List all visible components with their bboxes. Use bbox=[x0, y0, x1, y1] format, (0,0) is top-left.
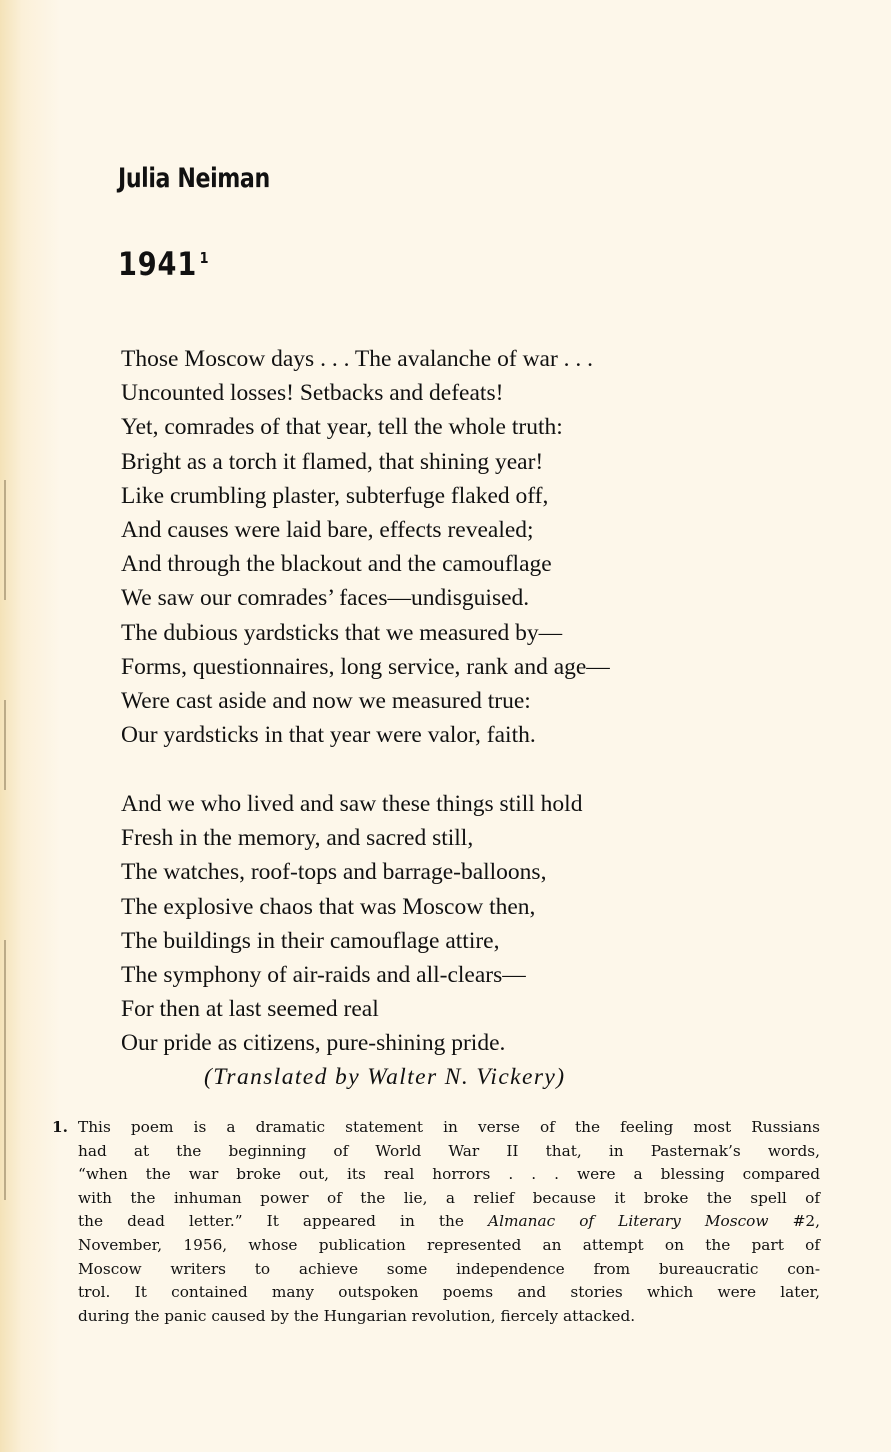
almanac-title: Almanac of Literary Moscow bbox=[488, 1212, 769, 1231]
poem-line: We saw our comrades’ faces—undisguised. bbox=[121, 585, 530, 612]
footnote-line: during the panic caused by the Hungarian revolution, fiercely attacked. bbox=[78, 1306, 636, 1325]
poem-line: Uncounted losses! Setbacks and defeats! bbox=[121, 380, 504, 407]
poem-line: The symphony of air-raids and all-clears— bbox=[121, 962, 526, 989]
poem-line: Yet, comrades of that year, tell the whole truth: bbox=[121, 414, 563, 441]
footnote-line: This poem is a dramatic statement in verse of the feeling most Russians bbox=[78, 1118, 820, 1136]
poem-line: The watches, roof-tops and barrage-balloons, bbox=[121, 859, 547, 886]
poem-line: Like crumbling plaster, subterfuge flaked off, bbox=[121, 482, 549, 509]
almanac-issue: #2, bbox=[792, 1212, 820, 1231]
poem-line: Forms, questionnaires, long service, rank and age— bbox=[121, 653, 610, 680]
footnote-line: trol. It contained many outspoken poems and stories which were later, bbox=[78, 1283, 820, 1302]
author-name: Julia Neiman bbox=[118, 163, 270, 194]
stanza-1 bbox=[121, 342, 610, 752]
poem-line: And we who lived and saw these things still hold bbox=[121, 791, 583, 817]
poem-title-text: 1941 bbox=[118, 245, 198, 283]
footnote-body bbox=[78, 1116, 820, 1328]
footnote-line: had at the beginning of World War II that, in Pasternak’s words, bbox=[78, 1141, 820, 1160]
poem-line: Those Moscow days . . . The avalanche of war . . . bbox=[121, 346, 594, 372]
poem-line: The buildings in their camouflage attire, bbox=[121, 927, 500, 954]
page-edge-mark bbox=[4, 940, 6, 1200]
page-edge-mark bbox=[4, 700, 6, 790]
footnote-line-with-title bbox=[78, 1210, 820, 1234]
poem-line: Our pride as citizens, pure-shining pride. bbox=[121, 1030, 506, 1057]
stanza-2 bbox=[121, 787, 582, 1061]
translation-credit: (Translated by Walter N. Vickery) bbox=[204, 1064, 566, 1090]
poem-line: And through the blackout and the camouflage bbox=[121, 551, 552, 578]
footnote-number: 1. bbox=[52, 1118, 68, 1136]
poem-line: Bright as a torch it flamed, that shining year! bbox=[121, 448, 544, 475]
footnote-line: with the inhuman power of the lie, a relief because it broke the spell of bbox=[78, 1188, 820, 1207]
poem-line: The explosive chaos that was Moscow then, bbox=[121, 893, 536, 920]
poem-line: Our yardsticks in that year were valor, faith. bbox=[121, 722, 536, 749]
poem-line: And causes were laid bare, effects revealed; bbox=[121, 517, 534, 544]
poem-line: For then at last seemed real bbox=[121, 996, 379, 1023]
page-edge-mark bbox=[4, 480, 6, 600]
poem-line: The dubious yardsticks that we measured by— bbox=[121, 619, 563, 646]
footnote-marker: 1 bbox=[199, 249, 210, 267]
footnote-line: November, 1956, whose publication represented an attempt on the part of bbox=[78, 1235, 820, 1254]
poem-line: Fresh in the memory, and sacred still, bbox=[121, 825, 474, 852]
poem-title bbox=[118, 245, 209, 283]
footnote-line: the dead letter.” It appeared in the bbox=[78, 1212, 464, 1231]
footnote-line: Moscow writers to achieve some independence from bureaucratic con- bbox=[78, 1259, 820, 1278]
poem-line: Were cast aside and now we measured true: bbox=[121, 688, 531, 715]
footnote-line: “when the war broke out, its real horrors . . . were a blessing compared bbox=[78, 1165, 820, 1184]
